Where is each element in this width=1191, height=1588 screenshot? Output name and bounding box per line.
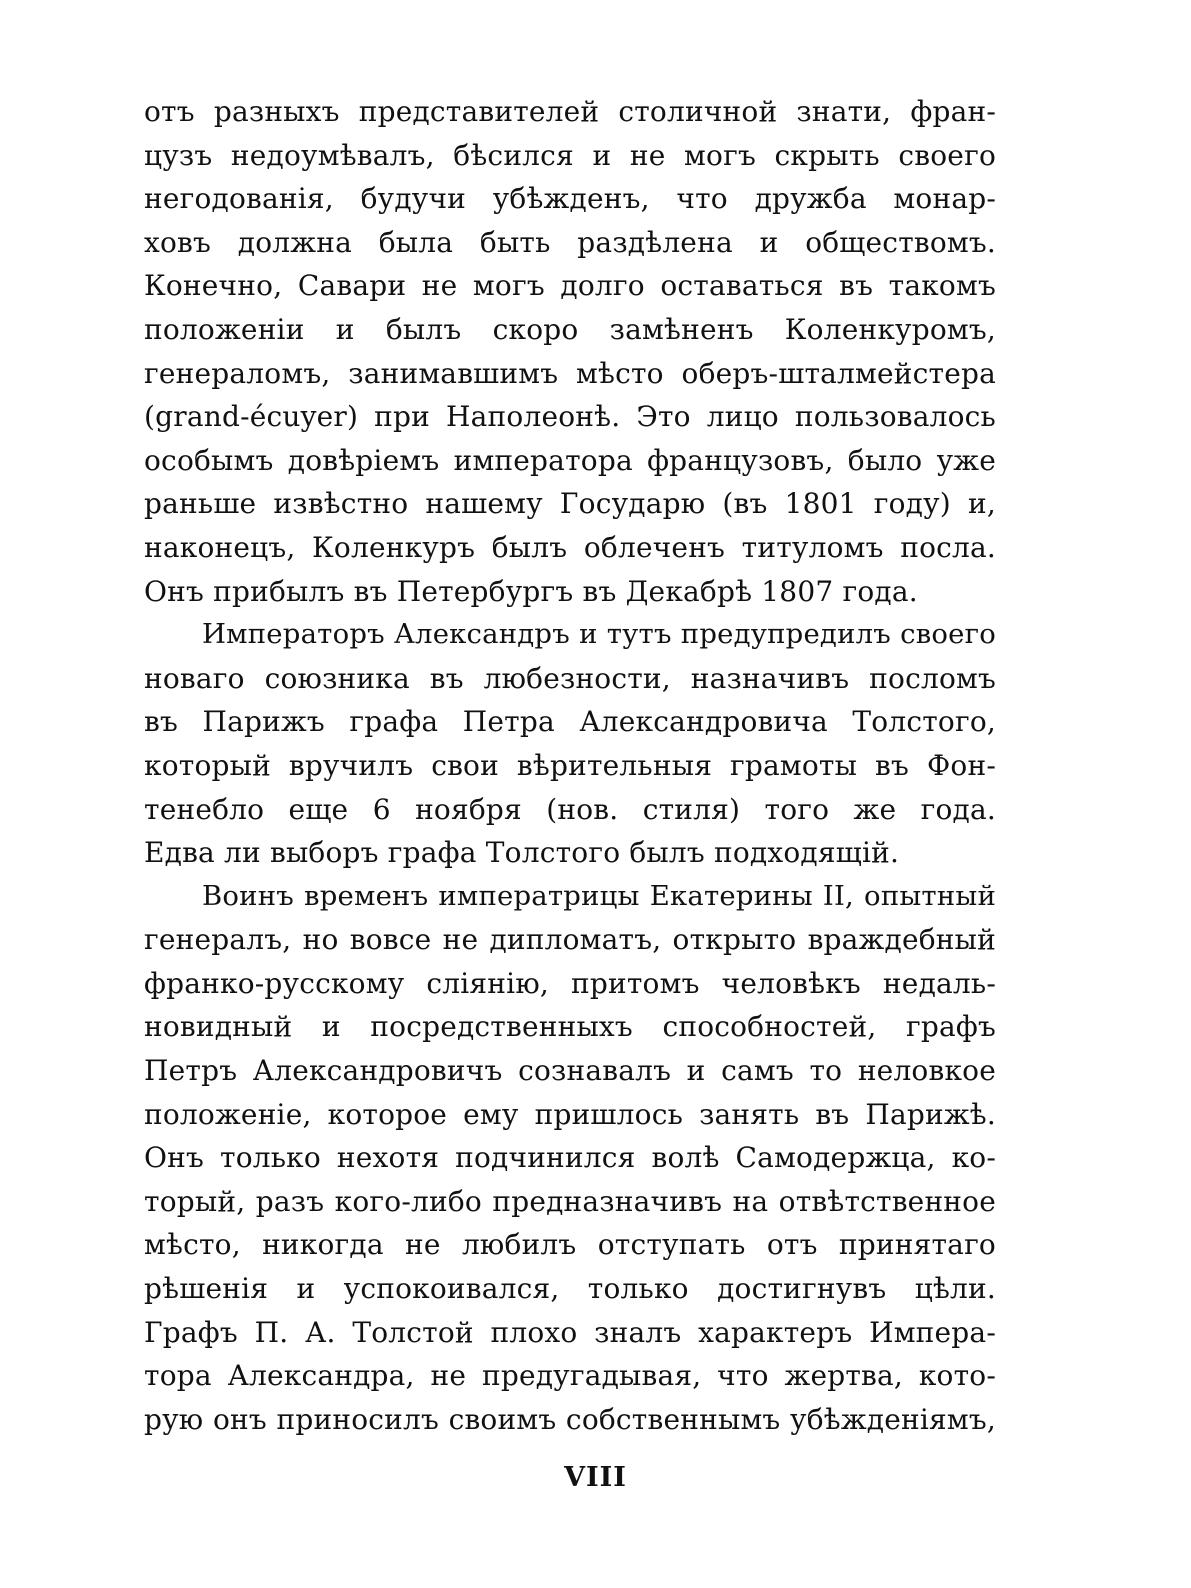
text-line: рѣшенія и успокоивался, только достигнувъ цѣли. (144, 1272, 996, 1306)
text-line: мѣсто, никогда не любилъ отступать отъ принятаго (144, 1228, 996, 1262)
text-line: отъ разныхъ представителей столичной знати, фран- (144, 95, 996, 128)
text-line: тенебло еще 6 ноября (нов. стиля) того же года. (144, 792, 996, 826)
text-line: Едва ли выборъ графа Толстого былъ подходящій. (144, 836, 900, 870)
text-line: Петръ Александровичъ сознавалъ и самъ то неловкое (144, 1054, 996, 1088)
paragraph-first-line: Воинъ временъ императрицы Екатерины II, опытный (202, 879, 996, 912)
text-line: положеніе, которое ему пришлось занять въ Парижѣ. (144, 1097, 996, 1131)
text-line: который вручилъ свои вѣрительныя грамоты въ Фон- (144, 748, 996, 782)
text-line: торый, разъ кого-либо предназначивъ на отвѣтственное (144, 1184, 996, 1218)
text-line: новаго союзника въ любезности, назначивъ посломъ (144, 661, 996, 695)
text-line: генераломъ, занимавшимъ мѣсто оберъ-шталмейстера (144, 356, 996, 390)
text-line: франко-русскому сліянію, притомъ человѣкъ недаль- (144, 966, 996, 1000)
text-line: Онъ прибылъ въ Петербургъ въ Декабрѣ 1807 года. (144, 574, 918, 608)
text-line: Конечно, Савари не могъ долго оставаться въ такомъ (144, 269, 996, 303)
text-line: ховъ должна была быть раздѣлена и обществомъ. (144, 225, 996, 259)
text-line: положеніи и былъ скоро замѣненъ Коленкуромъ, (144, 312, 996, 346)
text-line: (grand-écuyer) при Наполеонѣ. Это лицо пользовалось (144, 400, 996, 434)
text-line: цузъ недоумѣвалъ, бѣсился и не могъ скрыть своего (144, 138, 996, 172)
page-body-text (144, 90, 996, 1441)
text-line: новидный и посредственныхъ способностей, графъ (144, 1010, 996, 1044)
text-line: негодованія, будучи убѣжденъ, что дружба монар- (144, 182, 996, 216)
text-line: особымъ довѣріемъ императора французовъ, было уже (144, 443, 996, 477)
text-line: раньше извѣстно нашему Государю (въ 1801 году) и, (144, 487, 996, 521)
page-number: VIII (564, 1462, 627, 1493)
text-line: рую онъ приносилъ своимъ собственнымъ убѣжденіямъ, (144, 1402, 996, 1436)
paragraph-first-line: Императоръ Александръ и тутъ предупредилъ своего (202, 618, 996, 651)
text-line: Графъ П. А. Толстой плохо зналъ характеръ Импера- (144, 1315, 996, 1349)
text-line: тора Александра, не предугадывая, что жертва, кото- (144, 1359, 996, 1393)
text-line: въ Парижъ графа Петра Александровича Толстого, (144, 705, 996, 739)
text-line: генералъ, но вовсе не дипломатъ, открыто враждебный (144, 923, 996, 957)
text-line: Онъ только нехотя подчинился волѣ Самодержца, ко- (144, 1141, 996, 1175)
text-line: наконецъ, Коленкуръ былъ облеченъ титуломъ посла. (144, 530, 996, 564)
